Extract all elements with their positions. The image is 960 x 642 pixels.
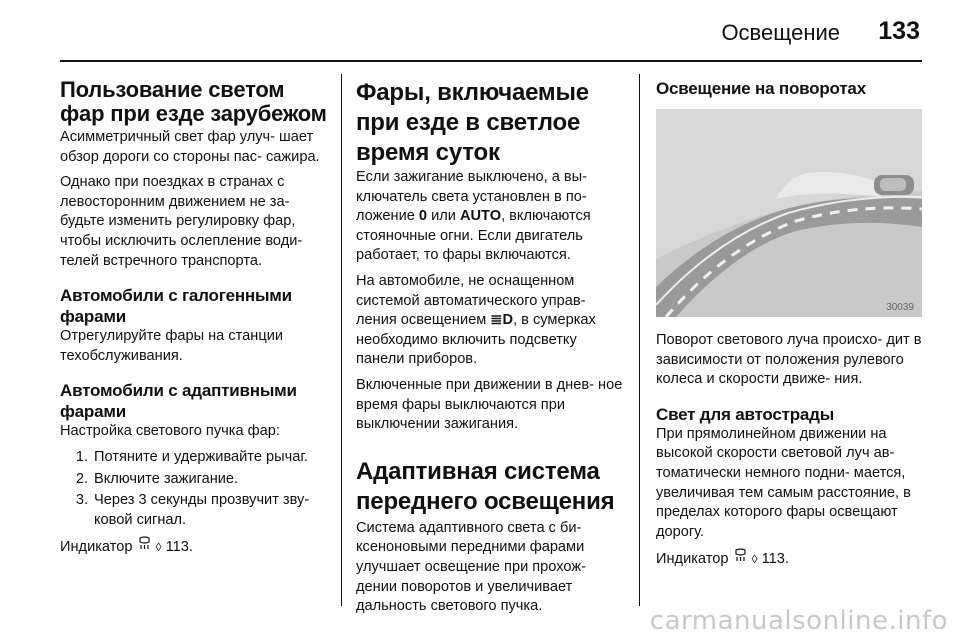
paragraph-adaptive-system: Система адаптивного света с би- ксеноновыми передними фарами улучшает освещение при прохож- дении поворотов и увеличивает дальность светового пучка.: [356, 519, 586, 615]
subheading-halogen: Автомобили с галогенными фарами: [60, 286, 292, 327]
header-divider: [60, 60, 922, 62]
adaptive-headlight-indicator-icon: [137, 536, 152, 557]
paragraph-cornering: Поворот светового луча происхо- дит в зависимости от положения рулевого колеса и скорости движе- ния.: [656, 332, 922, 388]
section-title: Освещение: [721, 20, 840, 45]
low-beam-icon: ≣D: [490, 312, 514, 329]
paragraph-parking-lights: Если зажигание выключено, а вы- ключатель света установлен в по- ложение 0 или AUTO, включаются стояночные огни. Если двигатель работает, то фары включаются.: [356, 169, 591, 264]
indicator-line: Индикатор ◊ 113.: [656, 548, 922, 570]
page-header: [0, 0, 960, 62]
subheading-adaptive: Автомобили с адаптивными фарами: [60, 381, 297, 422]
paragraph-left-traffic: Однако при поездках в странах с левосторонним движением не за- будьте изменить регулировку фар, чтобы исключить ослепление води- телей встречного транспорта.: [60, 174, 303, 269]
column-divider-2: [639, 74, 640, 606]
column-left: [60, 74, 328, 564]
reference-arrow-icon: ◊: [155, 540, 162, 555]
list-item: 1. Потяните и удерживайте рычаг.: [75, 448, 308, 465]
indicator-line: Индикатор ◊ 113.: [60, 536, 328, 558]
figure-code: 30039: [886, 302, 914, 313]
reference-arrow-icon: ◊: [751, 552, 758, 567]
cornering-light-illustration: [656, 109, 922, 317]
adaptive-headlight-indicator-icon: [733, 548, 748, 569]
paragraph-daytime-off: Включенные при движении в днев- ное время фары выключаются при выключении зажигания.: [356, 376, 623, 433]
page-reference[interactable]: 113.: [761, 551, 789, 568]
paragraph-beam-setup: Настройка светового пучка фар:: [60, 423, 280, 440]
page-reference[interactable]: 113.: [165, 539, 193, 556]
subheading-highway-light: Свет для автострады: [656, 404, 835, 424]
paragraph-panel-lighting: На автомобиле, не оснащенном системой автоматического управ- ления освещением ≣D, в сумерках необходимо включить подсветку панели приборов.: [356, 272, 596, 368]
paragraph-halogen: Отрегулируйте фары на станции техобслуживания.: [60, 328, 283, 364]
switch-position-auto: AUTO: [459, 208, 502, 225]
paragraph-asymmetric: Асимметричный свет фар улуч- шает обзор дороги со стороны пас- сажира.: [60, 129, 320, 165]
watermark: carmanualsonline.info: [649, 606, 948, 636]
heading-cornering-lights: Освещение на поворотах: [656, 79, 866, 98]
paragraph-highway-light: При прямолинейном движении на высокой скорости световой луч ав- томатически немного подни- мается, увеличивая тем самым расстояние, в пределах которого фары освещают дорогу.: [656, 425, 911, 540]
heading-abroad-lights: Пользование светом фар при езде зарубежом: [60, 77, 327, 126]
list-item: 3. Через 3 секунды прозвучит зву- ковой сигнал.: [75, 492, 310, 528]
column-right: [656, 74, 922, 576]
heading-adaptive-system: Адаптивная система переднего освещения: [356, 457, 615, 515]
list-item: 2. Включите зажигание.: [75, 470, 239, 487]
column-middle: [356, 74, 626, 623]
page-number: 133: [878, 17, 920, 45]
steps-list: [60, 448, 328, 530]
column-divider-1: [341, 74, 342, 606]
switch-position-zero: 0: [418, 208, 428, 225]
heading-daytime-lights: Фары, включаемые при езде в светлое время суток: [356, 79, 589, 166]
